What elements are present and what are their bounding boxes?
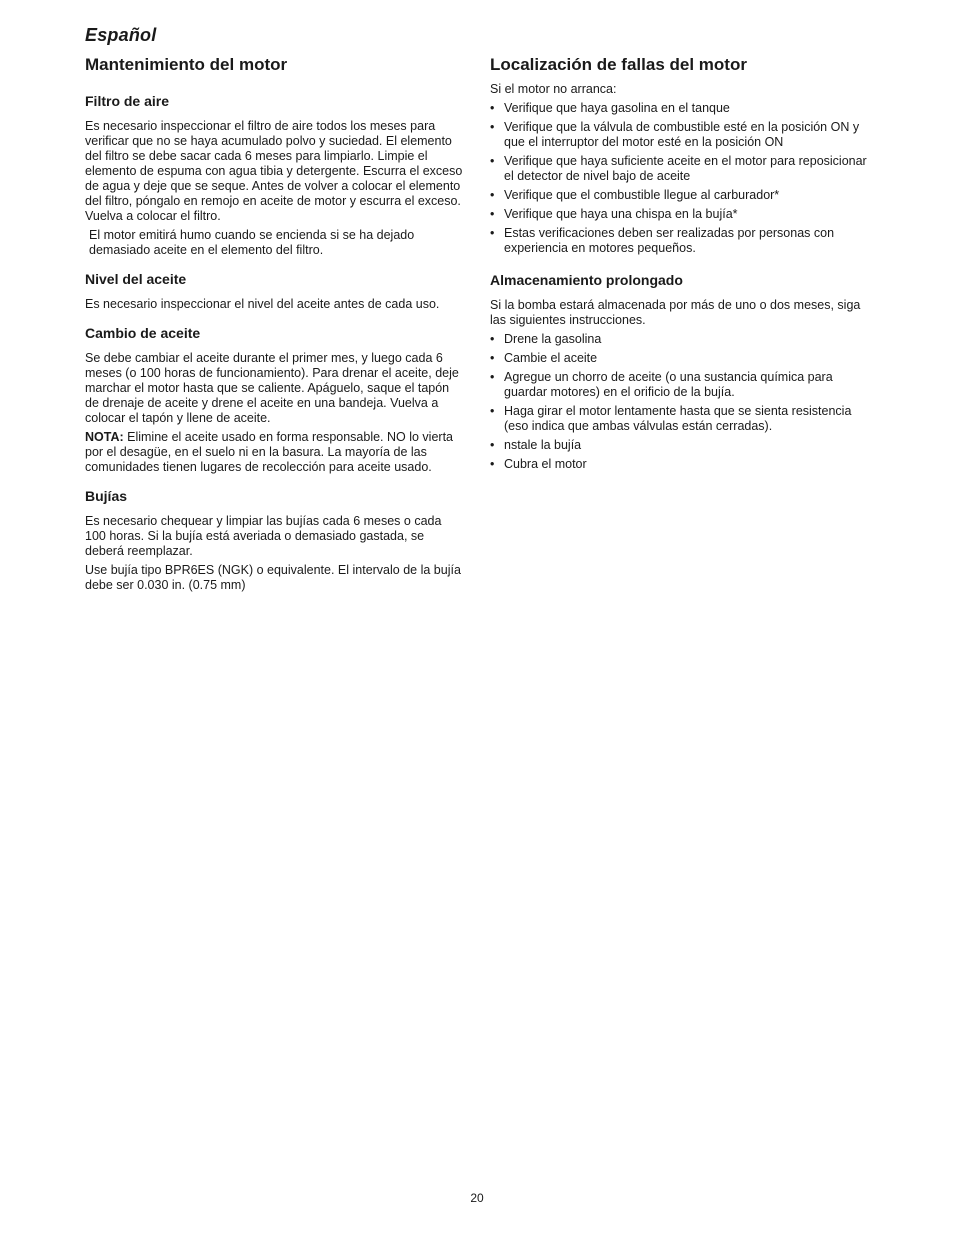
right-column	[490, 54, 870, 476]
bullet-icon: •	[490, 154, 495, 168]
air-filter-heading: Filtro de aire	[85, 93, 170, 109]
list-item: • Estas verificaciones deben ser realizadas por personas con experiencia en motores pequeños.	[490, 226, 835, 255]
oil-change-heading: Cambio de aceite	[85, 325, 201, 341]
spark-plug-section	[85, 487, 465, 593]
oil-change-section	[85, 324, 465, 475]
bullet-icon: •	[490, 457, 495, 471]
oil-level-section	[85, 270, 465, 312]
bullet-icon: •	[490, 332, 495, 346]
oil-level-paragraph: Es necesario inspeccionar el nivel del aceite antes de cada uso.	[85, 297, 440, 311]
air-filter-section	[85, 92, 465, 258]
bullet-icon: •	[490, 101, 495, 115]
storage-intro: Si la bomba estará almacenada por más de uno o dos meses, siga las siguientes instrucciones.	[490, 298, 861, 327]
bullet-icon: •	[490, 226, 495, 240]
spark-plug-paragraph: Es necesario chequear y limpiar las bujías cada 6 meses o cada 100 horas. Si la bujía está averiada o demasiado gastada, se deberá reemplazar.	[85, 514, 442, 558]
bullet-icon: •	[490, 120, 495, 134]
list-item: • Haga girar el motor lentamente hasta que se sienta resistencia (eso indica que ambas válvulas están cerradas).	[490, 404, 852, 433]
storage-list	[490, 332, 870, 472]
bullet-icon: •	[490, 438, 495, 452]
page-number: 20	[470, 1191, 484, 1205]
note-text: Elimine el aceite usado en forma responsable. NO lo vierta por el desagüe, en el suelo ni en la basura. La mayoría de las comunidades tienen lugares de recolección para aceite usado.	[85, 430, 453, 474]
bullet-icon: •	[490, 351, 495, 365]
list-item: • nstale la bujía	[490, 438, 582, 452]
note-label: NOTA:	[85, 430, 124, 444]
list-item: • Verifique que la válvula de combustible esté en la posición ON y que el interruptor del motor esté en la posición ON	[490, 120, 860, 149]
oil-level-heading: Nivel del aceite	[85, 271, 187, 287]
troubleshooting-intro: Si el motor no arranca:	[490, 82, 617, 96]
oil-change-paragraph: Se debe cambiar el aceite durante el primer mes, y luego cada 6 meses (o 100 horas de funcionamiento). Para drenar el aceite, deje marchar el motor hasta que se caliente. Apáguelo, saque el tapón de drenaje de aceite y drene el aceite en una bandeja. Vuelva a colocar el tapón y llene de aceite.	[85, 351, 459, 425]
list-item: • Verifique que haya gasolina en el tanque	[490, 101, 730, 115]
list-item: • Verifique que haya suficiente aceite en el motor para reposicionar el detector de nivel bajo de aceite	[490, 154, 867, 183]
list-item: • Cambie el aceite	[490, 351, 598, 365]
bullet-icon: •	[490, 207, 495, 221]
list-item: • Verifique que haya una chispa en la bujía*	[490, 207, 738, 221]
list-item: • Drene la gasolina	[490, 332, 602, 346]
troubleshooting-list	[490, 101, 870, 256]
left-column	[85, 54, 465, 605]
spark-plug-heading: Bujías	[85, 488, 128, 504]
oil-change-note	[85, 430, 465, 475]
bullet-icon: •	[490, 188, 495, 202]
list-item: • Cubra el motor	[490, 457, 587, 471]
list-item: • Agregue un chorro de aceite (o una sustancia química para guardar motores) en el orificio de la bujía.	[490, 370, 833, 399]
air-filter-note: El motor emitirá humo cuando se encienda si se ha dejado demasiado aceite en el elemento del filtro.	[89, 228, 415, 257]
language-label: Español	[85, 25, 157, 45]
spark-plug-spec: Use bujía tipo BPR6ES (NGK) o equivalente. El intervalo de la bujía debe ser 0.030 in. (0.75 mm)	[85, 563, 461, 592]
section-title-troubleshooting: Localización de fallas del motor	[490, 55, 747, 74]
bullet-icon: •	[490, 404, 495, 418]
section-title-maintenance: Mantenimiento del motor	[85, 55, 288, 74]
bullet-icon: •	[490, 370, 495, 384]
air-filter-paragraph: Es necesario inspeccionar el filtro de aire todos los meses para verificar que no se haya acumulado polvo y suciedad. El elemento del filtro se debe sacar cada 6 meses para limpiarlo. Limpie el elemento de espuma con agua tibia y detergente. Escurra el exceso de agua y deje que se seque. Antes de volver a colocar el elemento del filtro, póngalo en remojo en aceite de motor y escurra el exceso. Vuelva a colocar el filtro.	[85, 119, 463, 223]
list-item: • Verifique que el combustible llegue al carburador*	[490, 188, 780, 202]
storage-heading: Almacenamiento prolongado	[490, 272, 683, 288]
